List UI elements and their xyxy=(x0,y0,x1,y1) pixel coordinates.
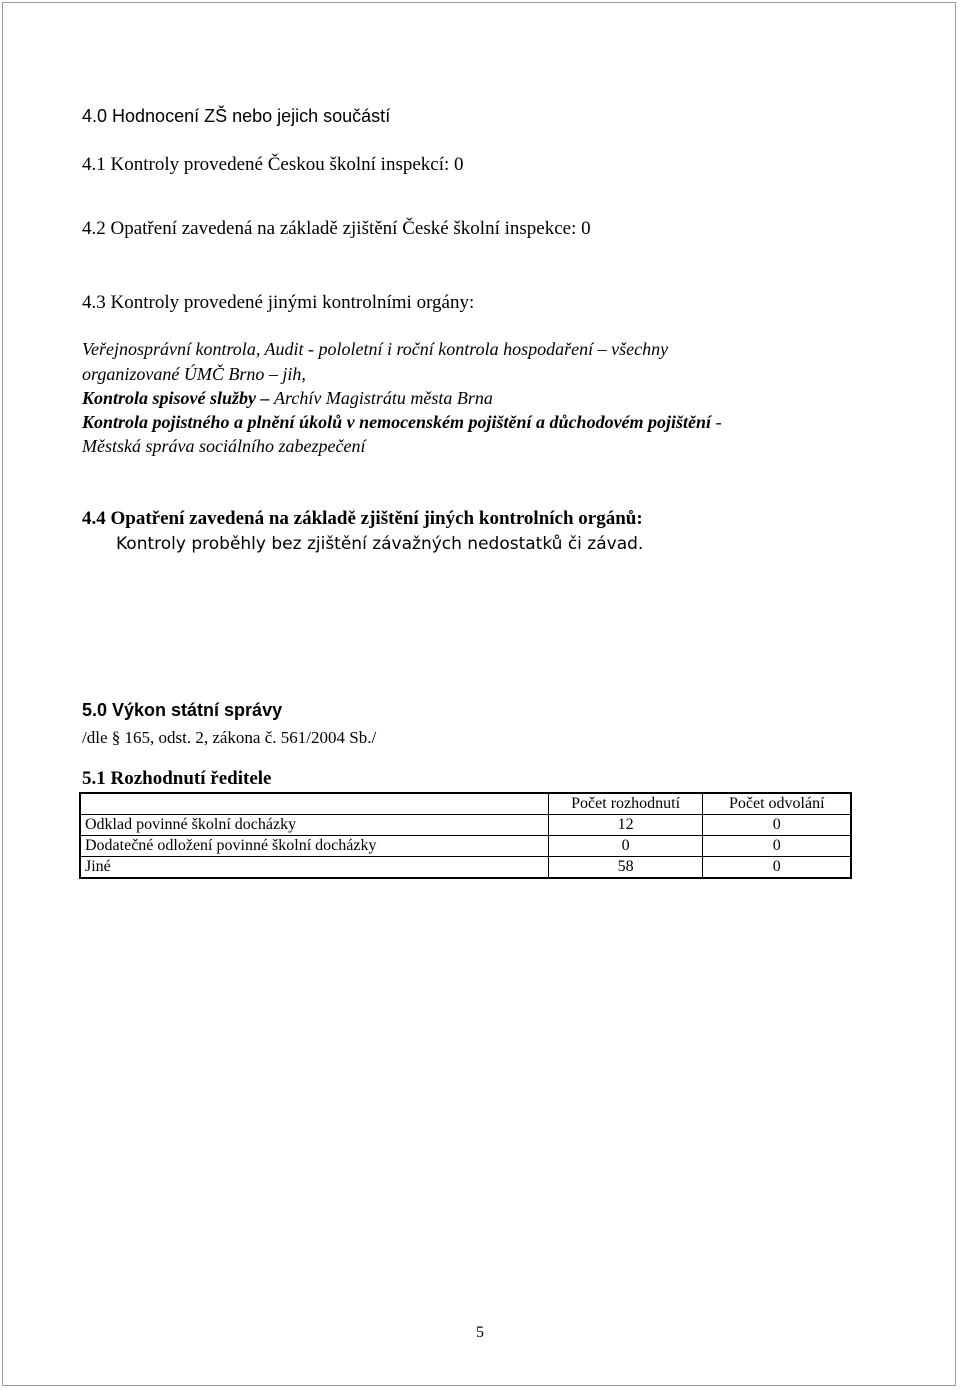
control-line-1-tail: všechny xyxy=(606,339,669,359)
page-number: 5 xyxy=(476,1324,484,1341)
control-line-3-tail: Archív Magistrátu města Brna xyxy=(274,388,493,408)
table-cell: Jiné xyxy=(80,857,548,879)
decisions-table xyxy=(79,792,852,879)
table-header-cell: Počet rozhodnutí xyxy=(548,793,703,815)
section-4-heading: 4.0 Hodnocení ZŠ nebo jejich součástí xyxy=(82,106,391,126)
table-row xyxy=(80,836,851,857)
section-4-4-text: Kontroly proběhly bez zjištění závažných nedostatků či závad. xyxy=(116,534,644,554)
section-5-1-heading: 5.1 Rozhodnutí ředitele xyxy=(82,768,272,789)
table-row xyxy=(80,857,851,879)
section-4-3-heading: 4.3 Kontroly provedené jinými kontrolními orgány: xyxy=(82,292,475,313)
control-line-1 xyxy=(82,339,668,360)
control-line-4-main: Kontrola pojistného a plnění úkolů v nemocenském pojištění a důchodovém pojištění xyxy=(82,412,712,432)
table-cell: 0 xyxy=(548,836,703,857)
control-line-4-tail: - xyxy=(711,412,722,432)
page-border xyxy=(2,2,956,1386)
section-5-heading: 5.0 Výkon státní správy xyxy=(82,700,283,720)
table-header-cell: Počet odvolání xyxy=(703,793,851,815)
table-cell: 0 xyxy=(703,836,851,857)
control-line-4 xyxy=(82,412,722,433)
section-4-4-heading: 4.4 Opatření zavedená na základě zjištění jiných kontrolních orgánů: xyxy=(82,508,643,529)
control-line-5: Městská správa sociálního zabezpečení xyxy=(82,436,366,456)
control-line-3-main: Kontrola spisové služby – xyxy=(82,388,275,408)
section-4-2-heading: 4.2 Opatření zavedená na základě zjištění České školní inspekce: 0 xyxy=(82,218,591,239)
table-row xyxy=(80,815,851,836)
control-line-1-main: Veřejnosprávní kontrola, Audit - pololetní i roční kontrola hospodaření – xyxy=(82,339,607,359)
table-cell: 0 xyxy=(703,815,851,836)
control-line-3 xyxy=(82,388,493,409)
control-line-2: organizované ÚMČ Brno – jih, xyxy=(82,364,306,384)
table-cell: Dodatečné odložení povinné školní docházky xyxy=(80,836,548,857)
table-cell: 0 xyxy=(703,857,851,879)
table-cell: 58 xyxy=(548,857,703,879)
section-4-1-heading: 4.1 Kontroly provedené Českou školní inspekcí: 0 xyxy=(82,154,464,175)
table-cell: Odklad povinné školní docházky xyxy=(80,815,548,836)
table-header-row xyxy=(80,793,851,815)
table-cell: 12 xyxy=(548,815,703,836)
law-reference: /dle § 165, odst. 2, zákona č. 561/2004 Sb./ xyxy=(82,728,377,747)
table-header-cell xyxy=(80,793,548,815)
